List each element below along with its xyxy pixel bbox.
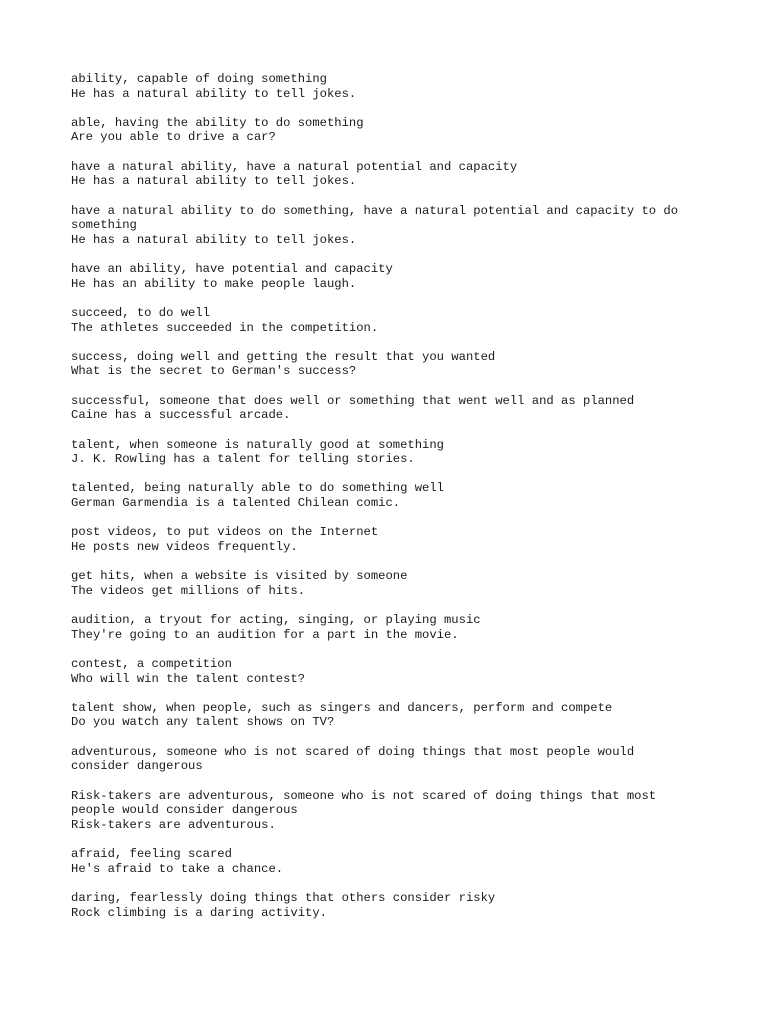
entry-success — [71, 350, 711, 379]
entry-talent-show — [71, 701, 711, 730]
example-text: He has a natural ability to tell jokes. — [71, 232, 357, 247]
entry-adventurous — [71, 745, 711, 774]
entry-ability — [71, 72, 711, 101]
example-text: He has a natural ability to tell jokes. — [71, 86, 357, 101]
entry-have-a-natural-ability — [71, 160, 711, 189]
entry-able — [71, 116, 711, 145]
entry-contest — [71, 657, 711, 686]
example-text: Do you watch any talent shows on TV? — [71, 715, 335, 730]
example-text: Rock climbing is a daring activity. — [71, 905, 327, 920]
entry-talent — [71, 438, 711, 467]
entry-succeed — [71, 306, 711, 335]
example-text: They're going to an audition for a part in the movie. — [71, 627, 459, 642]
example-text: The videos get millions of hits. — [71, 583, 306, 598]
entry-have-an-ability — [71, 262, 711, 291]
definition-text: successful, someone that does well or something that went well and as planned — [71, 393, 635, 408]
entry-risk-takers — [71, 789, 711, 833]
definition-text: have a natural ability, have a natural potential and capacity — [71, 159, 518, 174]
definition-text: have an ability, have potential and capacity — [71, 262, 393, 277]
entry-daring — [71, 891, 711, 920]
definition-text: success, doing well and getting the result that you wanted — [71, 349, 496, 364]
example-text: He has an ability to make people laugh. — [71, 276, 357, 291]
definition-text: talent, when someone is naturally good at something — [71, 437, 444, 452]
example-text: Are you able to drive a car? — [71, 130, 276, 145]
definition-text: succeed, to do well — [71, 305, 210, 320]
vocabulary-document — [71, 72, 711, 935]
entry-have-a-natural-ability-to-do — [71, 204, 711, 248]
example-text: Who will win the talent contest? — [71, 671, 306, 686]
definition-text: ability, capable of doing something — [71, 72, 327, 86]
example-text: What is the secret to German's success? — [71, 364, 357, 379]
definition-text: audition, a tryout for acting, singing, or playing music — [71, 613, 481, 628]
definition-text: get hits, when a website is visited by someone — [71, 569, 408, 584]
definition-text: talent show, when people, such as singers and dancers, perform and compete — [71, 700, 613, 715]
entry-post-videos — [71, 525, 711, 554]
definition-text: daring, fearlessly doing things that others consider risky — [71, 890, 496, 905]
example-text: Caine has a successful arcade. — [71, 408, 291, 423]
entry-successful — [71, 394, 711, 423]
definition-text: Risk-takers are adventurous, someone who is not scared of doing things that most people would consider dangerous — [71, 788, 657, 818]
example-text: He has a natural ability to tell jokes. — [71, 174, 357, 189]
definition-text: adventurous, someone who is not scared of doing things that most people would consider dangerous — [71, 744, 635, 774]
example-text: The athletes succeeded in the competition. — [71, 320, 379, 335]
entry-get-hits — [71, 569, 711, 598]
definition-text: able, having the ability to do something — [71, 115, 364, 130]
definition-text: afraid, feeling scared — [71, 847, 232, 862]
definition-text: post videos, to put videos on the Internet — [71, 525, 379, 540]
example-text: J. K. Rowling has a talent for telling stories. — [71, 452, 415, 467]
entry-afraid — [71, 847, 711, 876]
example-text: Risk-takers are adventurous. — [71, 817, 276, 832]
example-text: He posts new videos frequently. — [71, 539, 298, 554]
entry-audition — [71, 613, 711, 642]
definition-text: have a natural ability to do something, have a natural potential and capacity to do something — [71, 203, 679, 233]
definition-text: talented, being naturally able to do something well — [71, 481, 444, 496]
definition-text: contest, a competition — [71, 656, 232, 671]
entry-talented — [71, 481, 711, 510]
example-text: He's afraid to take a chance. — [71, 861, 284, 876]
example-text: German Garmendia is a talented Chilean comic. — [71, 496, 401, 511]
